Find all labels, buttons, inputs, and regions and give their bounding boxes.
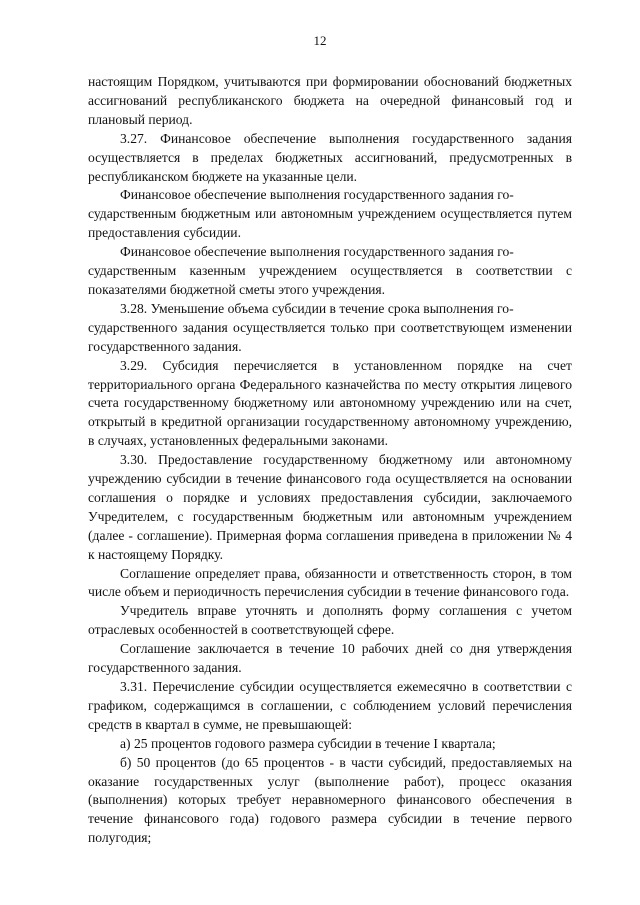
paragraph-agreement-deadline: Соглашение заключается в течение 10 рабочих дней со дня утверждения государственного задания. [88, 641, 572, 676]
paragraph-continuation: настоящим Порядком, учитываются при формировании обоснований бюджетных ассигнований республиканского бюджета на очередной финансовый год и плановый период. [88, 74, 572, 127]
paragraph-agreement-terms: Соглашение определяет права, обязанности и ответственность сторон, в том числе объем и периодичность перечисления субсидии в течение финансового года. [88, 565, 572, 600]
list-item-a: а) 25 процентов годового размера субсидии в течение I квартала; [120, 735, 496, 751]
paragraph-3-29: 3.29. Субсидия перечисляется в установленном порядке на счет территориального органа Федерального казначейства по месту открытия лицевого счета государственному бюджетному или автономному учреждению или на счет, открытый в кредитной организации государственному автономному учреждению, в случаях, установленных федеральными законами. [88, 357, 572, 449]
paragraph-3-28: 3.28. Уменьшение объема субсидии в течение срока выполнения го- сударственного задания осуществляется только при соответствующем изменении государственного задания. [88, 300, 572, 354]
paragraph-state-institution-funding: Финансовое обеспечение выполнения государственного задания го- сударственным казенным учреждением осуществляется в соответствии с показателями бюджетной сметы этого учреждения. [88, 244, 572, 297]
paragraph-3-31: 3.31. Перечисление субсидии осуществляется ежемесячно в соответствии с графиком, содержащимся в соглашении, с соблюдением условий перечисления средств в квартал в сумме, не превышающей: [88, 679, 572, 732]
paragraph-budget-autonomous-funding: Финансовое обеспечение выполнения государственного задания го- сударственным бюджетным или автономным учреждением осуществляется путем предоставления субсидии. [88, 187, 572, 241]
document-body [88, 73, 572, 848]
paragraph-founder-rights: Учредитель вправе уточнять и дополнять форму соглашения с учетом отраслевых особенностей в соответствующей сфере. [88, 603, 572, 638]
page-number: 12 [313, 33, 327, 48]
paragraph-3-30: 3.30. Предоставление государственному бюджетному или автономному учреждению субсидии в течение финансового года осуществляется на основании соглашения о порядке и условиях предоставления субсидии, заключаемого Учредителем, с государственным бюджетным или автономным учреждением (далее - соглашение). Примерная форма соглашения приведена в приложении № 4 к настоящему Порядку. [88, 452, 572, 562]
list-item-b: б) 50 процентов (до 65 процентов - в части субсидий, предоставляемых на оказание государственных услуг (выполнение работ), процесс оказания (выполнения) которых требует неравномерного финансового обеспечения в течение финансового года) годового размера субсидии в течение первого полугодия; [88, 754, 572, 846]
paragraph-3-27: 3.27. Финансовое обеспечение выполнения государственного задания осуществляется в пределах бюджетных ассигнований, предусмотренных в республиканском бюджете на указанные цели. [88, 130, 572, 184]
